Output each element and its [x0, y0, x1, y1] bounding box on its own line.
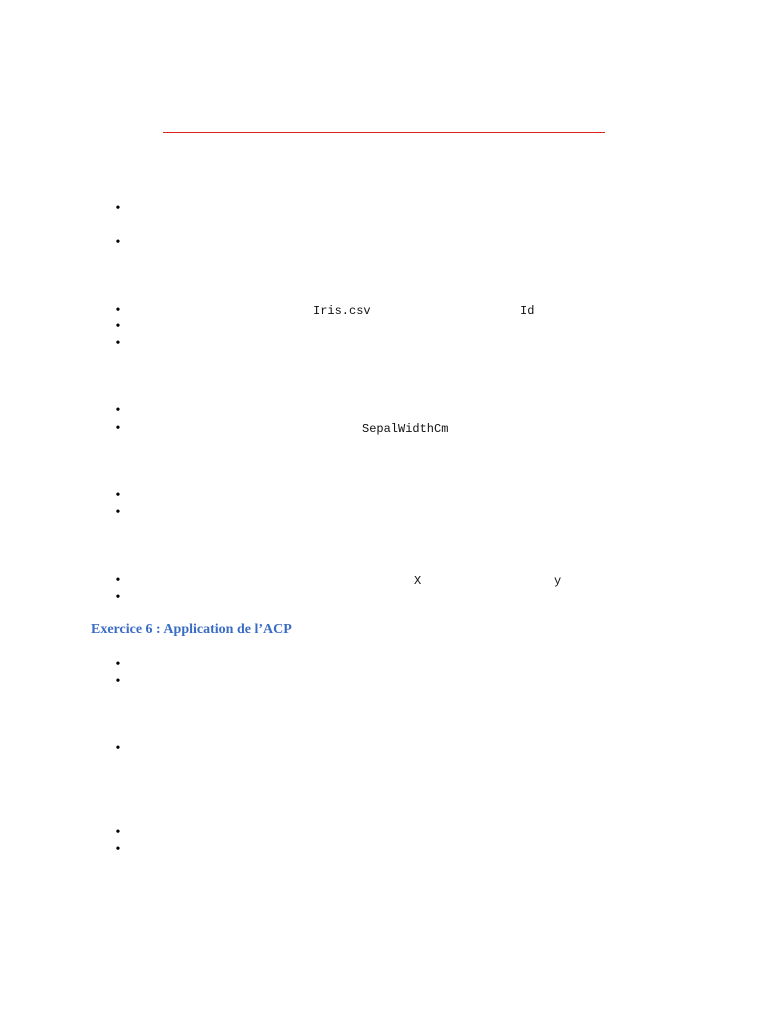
list-bullet [114, 829, 122, 837]
list-bullet [114, 846, 122, 854]
list-bullet [114, 239, 122, 247]
code-id-column: Id [520, 304, 535, 318]
list-bullet [114, 323, 122, 331]
code-target-var: y [554, 574, 562, 588]
section-heading: Exercice 6 : Application de l’ACP [91, 622, 292, 637]
list-bullet [114, 205, 122, 213]
list-bullet [114, 307, 122, 315]
code-sepal-width-column: SepalWidthCm [362, 422, 449, 436]
code-iris-file: Iris.csv [313, 304, 371, 318]
code-features-var: X [414, 574, 422, 588]
list-bullet [114, 745, 122, 753]
list-bullet [114, 594, 122, 602]
list-bullet [114, 678, 122, 686]
list-bullet [114, 407, 122, 415]
list-bullet [114, 492, 122, 500]
list-bullet [114, 509, 122, 517]
list-bullet [114, 577, 122, 585]
list-bullet [114, 340, 122, 348]
title-underline [163, 132, 605, 133]
list-bullet [114, 425, 122, 433]
list-bullet [114, 661, 122, 669]
